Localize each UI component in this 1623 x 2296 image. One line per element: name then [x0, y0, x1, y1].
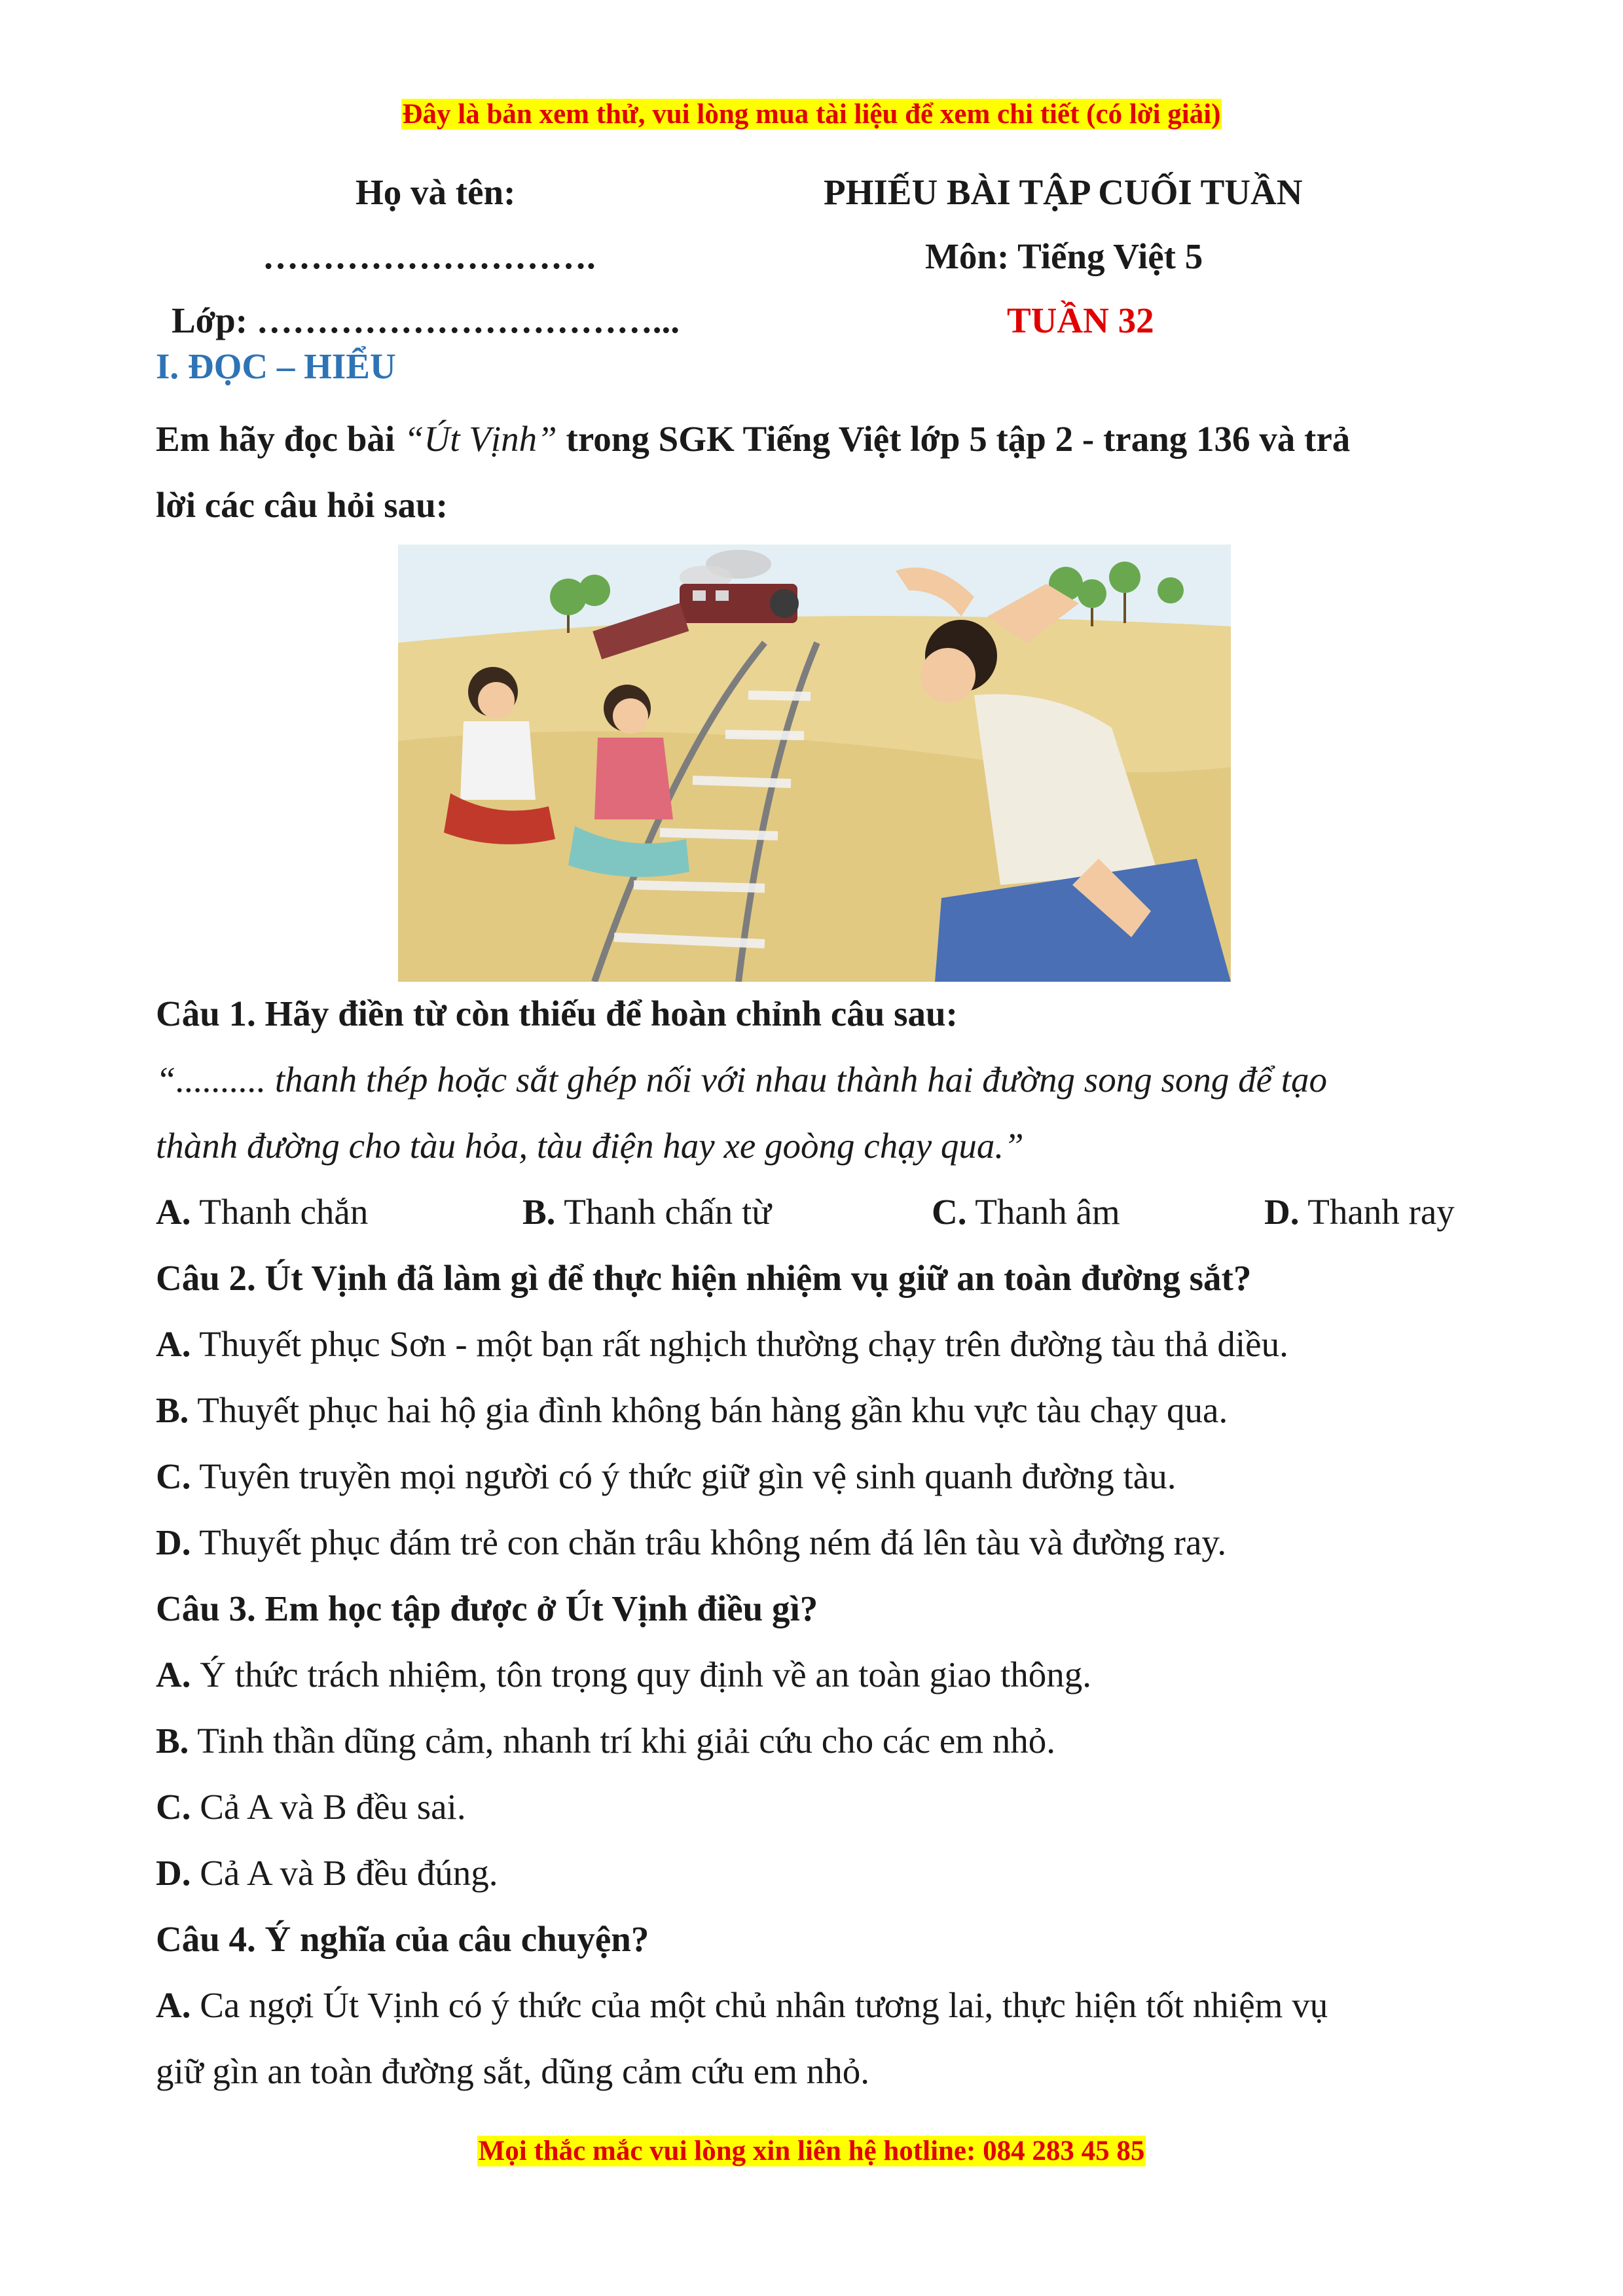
question-3 [156, 1575, 1478, 1906]
intro-pre: Em hãy đọc bài [156, 419, 404, 459]
q3-option-d-letter: D. [156, 1853, 191, 1893]
q3-option-b-text: Tinh thần dũng cảm, nhanh trí khi giải cứu cho các em nhỏ. [189, 1721, 1056, 1761]
q4-option-a-text: Ca ngợi Út Vịnh có ý thức của một chủ nhân tương lai, thực hiện tốt nhiệm vụ [191, 1985, 1328, 2025]
question-1 [156, 980, 1478, 1245]
q2-option-c[interactable] [156, 1443, 1478, 1509]
q1-quote-line-2: thành đường cho tàu hỏa, tàu điện hay xe goòng chạy qua.” [156, 1126, 1024, 1166]
name-label: Họ và tên: [356, 172, 516, 212]
preview-banner [0, 98, 1623, 130]
q1-option-b[interactable] [522, 1179, 932, 1245]
q4-option-a-letter: A. [156, 1985, 191, 2025]
q3-option-c[interactable] [156, 1774, 1478, 1840]
name-dots: ………………………. [263, 236, 596, 276]
intro-post: trong SGK Tiếng Việt lớp 5 tập 2 - trang 136 và trả [556, 419, 1351, 459]
q2-option-d[interactable] [156, 1509, 1478, 1575]
q3-title: Câu 3. Em học tập được ở Út Vịnh điều gì? [156, 1588, 818, 1628]
q1-option-c-letter: C. [932, 1192, 967, 1232]
hotline-banner [0, 2135, 1623, 2167]
week-label: TUẦN 32 [1007, 300, 1154, 340]
q2-title: Câu 2. Út Vịnh đã làm gì để thực hiện nhiệm vụ giữ an toàn đường sắt? [156, 1258, 1252, 1298]
sheet-title: PHIẾU BÀI TẬP CUỐI TUẦN [824, 172, 1303, 212]
lesson-title: “Út Vịnh” [403, 419, 557, 459]
q1-options [156, 1179, 1478, 1245]
q2-option-b-text: Thuyết phục hai hộ gia đình không bán hàng gần khu vực tàu chạy qua. [189, 1390, 1228, 1430]
preview-banner-text: Đây là bản xem thử, vui lòng mua tài liệu để xem chi tiết (có lời giải) [402, 99, 1221, 130]
q1-title: Câu 1. Hãy điền từ còn thiếu để hoàn chỉnh câu sau: [156, 994, 958, 1033]
q3-option-b[interactable] [156, 1708, 1478, 1774]
q1-option-c[interactable] [932, 1179, 1264, 1245]
q2-option-d-text: Thuyết phục đám trẻ con chăn trâu không ném đá lên tàu và đường ray. [191, 1522, 1227, 1562]
q1-option-c-text: Thanh âm [966, 1192, 1120, 1232]
q3-option-a-letter: A. [156, 1655, 191, 1695]
q1-option-d-letter: D. [1264, 1192, 1300, 1232]
hotline-banner-text: Mọi thắc mắc vui lòng xin liên hệ hotline: 084 283 45 85 [478, 2136, 1145, 2166]
q4-option-a[interactable] [156, 1972, 1478, 2038]
q1-option-b-text: Thanh chấn từ [555, 1192, 772, 1232]
q1-option-a[interactable] [156, 1179, 522, 1245]
subject-label: Môn: Tiếng Việt 5 [925, 236, 1203, 276]
section-title: I. ĐỌC – HIỂU [156, 346, 396, 386]
q3-option-b-letter: B. [156, 1721, 189, 1761]
question-4 [156, 1906, 1478, 2104]
q1-option-a-text: Thanh chắn [191, 1192, 369, 1232]
q3-option-a-text: Ý thức trách nhiệm, tôn trọng quy định về an toàn giao thông. [191, 1655, 1091, 1695]
q2-option-b-letter: B. [156, 1390, 189, 1430]
intro-line-2: lời các câu hỏi sau: [156, 485, 448, 525]
class-label: Lớp: ……………………………... [172, 300, 680, 340]
q2-option-b[interactable] [156, 1377, 1478, 1443]
q1-option-d-text: Thanh ray [1299, 1192, 1455, 1232]
intro-paragraph [156, 406, 1478, 538]
intro-line-1 [156, 406, 1478, 472]
q1-option-a-letter: A. [156, 1192, 191, 1232]
q4-option-a-continued: giữ gìn an toàn đường sắt, dũng cảm cứu em nhỏ. [156, 2051, 869, 2091]
q1-quote-line-1: “.......... thanh thép hoặc sắt ghép nối với nhau thành hai đường song song để tạo [156, 1060, 1328, 1100]
q1-option-d[interactable] [1264, 1179, 1455, 1245]
q3-option-c-letter: C. [156, 1787, 191, 1827]
q1-option-b-letter: B. [522, 1192, 556, 1232]
q2-option-a-letter: A. [156, 1324, 191, 1364]
q2-option-c-text: Tuyên truyền mọi người có ý thức giữ gìn vệ sinh quanh đường tàu. [191, 1456, 1176, 1496]
q2-option-a-text: Thuyết phục Sơn - một bạn rất nghịch thường chạy trên đường tàu thả diều. [191, 1324, 1288, 1364]
q3-option-c-text: Cả A và B đều sai. [191, 1787, 466, 1827]
q3-option-d[interactable] [156, 1840, 1478, 1906]
question-2 [156, 1245, 1478, 1575]
q2-option-a[interactable] [156, 1311, 1478, 1377]
q4-title: Câu 4. Ý nghĩa của câu chuyện? [156, 1919, 649, 1959]
railway-children-illustration [398, 545, 1231, 982]
q2-option-d-letter: D. [156, 1522, 191, 1562]
q3-option-a[interactable] [156, 1641, 1478, 1708]
q2-option-c-letter: C. [156, 1456, 191, 1496]
q3-option-d-text: Cả A và B đều đúng. [191, 1853, 498, 1893]
